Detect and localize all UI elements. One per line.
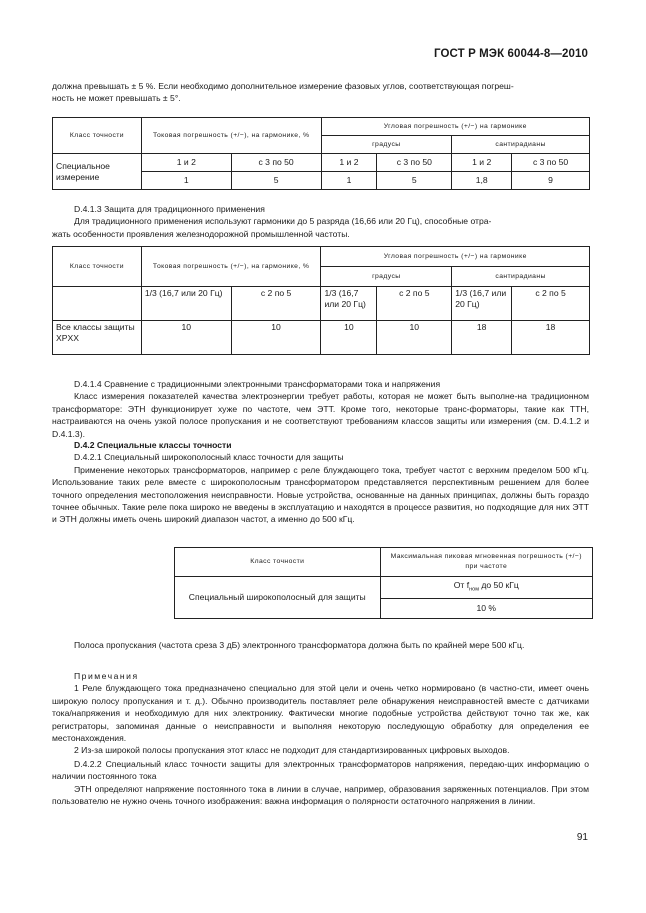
section-paragraph: Применение некоторых трансформаторов, например с реле блуждающего тока, требует частот с верхним пределом 500 кГц. Использование таких реле вместе с широкополосным трансформатором представляется перспективным решением для более точного определения местоположения неисправности. Новые устройства, основанные на данных принципах, должны быть гораздо точнее обычных. Такие реле пока широко не введены в эксплуатацию и находятся в процессе развития, но подходящие для них ЭТТ и ЭТН должны иметь очень широкий диапазон частот, а именно до 500 кГц. xyxy=(52,464,589,525)
header-degrees: градусы xyxy=(321,267,452,287)
value-cell: 10 xyxy=(377,321,452,355)
value-cell: 1 xyxy=(141,172,231,190)
section-d413 xyxy=(52,203,589,240)
intro-line-2: ность не может превышать ± 5°. xyxy=(52,93,181,104)
range-suffix: до 50 кГц xyxy=(478,579,519,590)
page-number: 91 xyxy=(576,832,588,843)
header-class: Класс точности xyxy=(53,247,142,287)
header-class: Класс точности xyxy=(53,118,142,154)
section-paragraph: Полоса пропускания (частота среза 3 дБ) электронного трансформатора должна быть по крайней мере 500 кГц. xyxy=(74,640,525,650)
frequency-range-cell xyxy=(380,577,592,599)
header-max-error: Максимальная пиковая мгновенная погрешность (+/−) при частоте xyxy=(380,548,592,577)
notes-block xyxy=(52,670,589,757)
range-subscript: ном xyxy=(469,586,479,593)
section-heading: D.4.2.2 Специальный класс точности защиты для электронных трансформаторов напряжения, передаю-щих информацию о наличии постоянного тока xyxy=(52,759,589,782)
value-cell: 1 xyxy=(321,172,377,190)
header-centiradians: сантирадианы xyxy=(452,136,590,154)
section-d422 xyxy=(52,758,589,808)
harmonic-cell: 1/3 (16,7 или 20 Гц) xyxy=(452,287,512,321)
value-cell: 10 xyxy=(141,321,231,355)
harmonic-cell: 1 и 2 xyxy=(452,154,512,172)
accuracy-table-3 xyxy=(174,547,593,619)
header-current-error: Токовая погрешность (+/−), на гармонике, % xyxy=(141,118,321,154)
harmonic-cell: с 3 по 50 xyxy=(512,154,590,172)
standard-header: ГОСТ Р МЭК 60044-8—2010 xyxy=(434,48,588,60)
harmonic-cell: 1 и 2 xyxy=(321,154,377,172)
header-class: Класс точности xyxy=(175,548,381,577)
value-cell: 5 xyxy=(231,172,321,190)
value-cell: 18 xyxy=(512,321,590,355)
harmonic-cell: с 3 по 50 xyxy=(231,154,321,172)
header-current-error: Токовая погрешность (+/−), на гармонике, % xyxy=(141,247,321,287)
row-label-special-measurement: Специальное измерение xyxy=(53,154,142,190)
row-label-wideband: Специальный широкополосный для защиты xyxy=(175,577,381,619)
harmonic-cell: с 2 по 5 xyxy=(512,287,590,321)
bandwidth-paragraph xyxy=(52,639,589,651)
harmonic-cell: 1/3 (16,7 или 20 Гц) xyxy=(321,287,377,321)
harmonic-cell: с 3 по 50 xyxy=(377,154,452,172)
value-cell: 10 xyxy=(231,321,321,355)
harmonic-cell: с 2 по 5 xyxy=(377,287,452,321)
empty-cell xyxy=(53,287,142,321)
section-paragraph: Класс измерения показателей качества электроэнергии требует работы, которая не может быть выполне-на традиционном трансформаторе: ЭТН функционирует хуже по частоте, чем ЭТТ. Кроме того, некоторые транс-форматоры, такие как ТТН, настраиваются на очень узкой полосе пропускания и не соответствуют требованиям классов защиты или измерения (см. D.4.1.2 и D.4.1.3). xyxy=(52,391,589,439)
accuracy-table-2 xyxy=(52,246,590,355)
header-angle-error: Угловая погрешность (+/−) на гармонике xyxy=(321,247,590,267)
harmonic-cell: 1 и 2 xyxy=(141,154,231,172)
note-2: 2 Из-за широкой полосы пропускания этот класс не подходит для стандартизированных цифровых выходов. xyxy=(74,745,510,756)
section-heading: D.4.1.3 Защита для традиционного применения xyxy=(74,204,265,214)
note-1: 1 Реле блуждающего тока предназначено специально для этой цели и очень четко нормировано (в частно-сти, имеет очень широкую полосу пропускания и т. д.). Обычно производитель поставляет реле обнаружения неисправностей вместе с датчиками тока/напряжения и необходимую для них электронику. Фактически многие подобные устройства действуют точно так же, как регистраторы, запоминая данные о неисправности и выполняя некоторую последующую обработку для определения ее местонахождения. xyxy=(52,683,589,744)
section-heading: D.4.2 Специальные классы точности xyxy=(74,440,232,450)
intro-line-1: должна превышать ± 5 %. Если необходимо дополнительное измерение фазовых углов, соответствующая погреш- xyxy=(52,81,514,91)
accuracy-table-1 xyxy=(52,117,590,190)
header-degrees: градусы xyxy=(321,136,452,154)
section-d414 xyxy=(52,378,589,440)
header-centiradians: сантирадианы xyxy=(452,267,590,287)
max-error-value: 10 % xyxy=(380,599,592,619)
value-cell: 1,8 xyxy=(452,172,512,190)
subsection-heading: D.4.2.1 Специальный широкополосный класс точности для защиты xyxy=(74,452,344,463)
section-heading: D.4.1.4 Сравнение с традиционными электронными трансформаторами тока и напряжения xyxy=(74,379,441,389)
section-line-1: Для традиционного применения используют гармоники до 5 разряда (16,66 или 20 Гц), способные отра- xyxy=(74,216,492,227)
row-label-all-protection-classes: Все классы защиты XPXX xyxy=(53,321,142,355)
section-paragraph: ЭТН определяют напряжение постоянного тока в линии в случае, например, образования заряженных потенциалов. При этом пользователю не нужно очень точного изображения: важна информация о полярности остаточного напряжения в линии. xyxy=(52,783,589,807)
value-cell: 5 xyxy=(377,172,452,190)
value-cell: 10 xyxy=(321,321,377,355)
header-angle-error: Угловая погрешность (+/−) на гармонике xyxy=(321,118,589,136)
harmonic-cell: с 2 по 5 xyxy=(231,287,321,321)
section-d42 xyxy=(52,439,589,526)
range-prefix: От f xyxy=(453,579,470,590)
harmonic-cell: 1/3 (16,7 или 20 Гц) xyxy=(141,287,231,321)
notes-title: Примечания xyxy=(74,671,139,681)
section-line-2: жать особенности проявления железнодорожной промышленной частоты. xyxy=(52,228,350,239)
value-cell: 9 xyxy=(512,172,590,190)
intro-paragraph xyxy=(52,80,589,105)
value-cell: 18 xyxy=(452,321,512,355)
